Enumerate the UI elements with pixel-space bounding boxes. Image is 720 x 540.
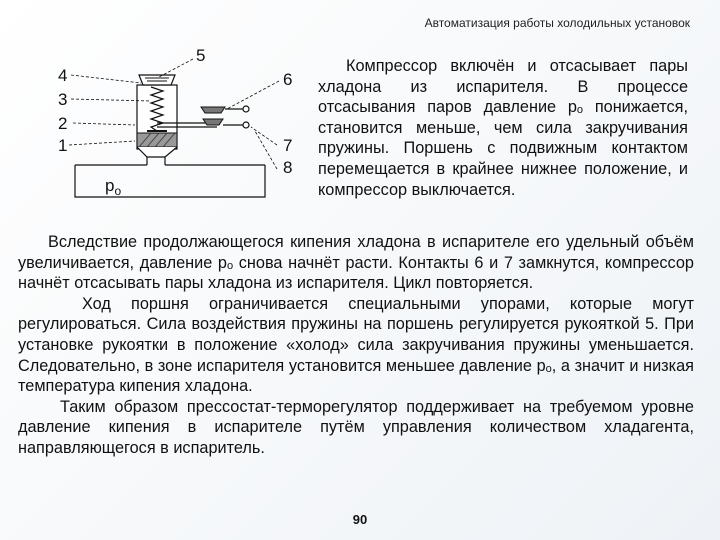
label-1: 1 [58, 136, 68, 155]
piston-taper [137, 147, 177, 157]
adjust-knob [139, 75, 175, 85]
leader-7 [251, 127, 277, 145]
pressostat-diagram [55, 45, 310, 220]
leader-4 [71, 75, 141, 83]
intro-paragraph: Компрессор включён и отсасывает пары хладона из испарителя. В процессе отсасывания паров давление pₒ понижается, становится меньше, чем сила закручивания пружины. Поршень с подвижным контактом перемещается в крайнее нижнее положение, и компрессор выключается. [318, 57, 688, 199]
label-2: 2 [58, 114, 68, 133]
page-number: 90 [352, 512, 368, 527]
leader-8 [255, 131, 277, 169]
paragraph-1: Вследствие продолжающегося кипения хладона в испарителе его удельный объём увеличивается, давление pₒ снова начнёт расти. Контакты 6 и 7 замкнутся, компрессор начнёт отсасывать пары хладона из испарителя. Цикл повторяется. [18, 233, 694, 293]
body-text [18, 232, 694, 459]
label-4: 4 [58, 66, 68, 85]
leader-6 [227, 81, 279, 109]
leader-2 [73, 123, 135, 125]
label-5: 5 [196, 46, 206, 65]
label-7: 7 [283, 136, 293, 155]
header-title: Автоматизация работы холодильных установок [424, 16, 690, 30]
label-6: 6 [283, 70, 293, 89]
leader-5 [159, 59, 193, 77]
contact-fixed [201, 107, 225, 113]
evaporator-outline [75, 165, 265, 197]
paragraph-3: Таким образом прессостат-терморегулятор поддерживает на требуемом уровне давление кипения в испарителе путём управления количеством хладагента, направляющегося в испаритель. [18, 397, 694, 457]
terminal-6 [243, 106, 249, 112]
terminal-7 [243, 122, 249, 128]
leader-1 [69, 141, 135, 145]
contact-moving [203, 119, 223, 125]
label-3: 3 [58, 90, 68, 109]
label-8: 8 [283, 158, 293, 177]
label-p0: $p_o$ [105, 176, 122, 198]
paragraph-2: Ход поршня ограничивается специальными упорами, которые могут регулироваться. Сила воздействия пружины на поршень регулируется рукояткой 5. При установке рукоятки в положение «холод» сила закручивания пружины уменьшается. Следовательно, в зоне испарителя установится меньшее давление pₒ, а значит и низкая температура кипения хладона. [18, 294, 694, 396]
